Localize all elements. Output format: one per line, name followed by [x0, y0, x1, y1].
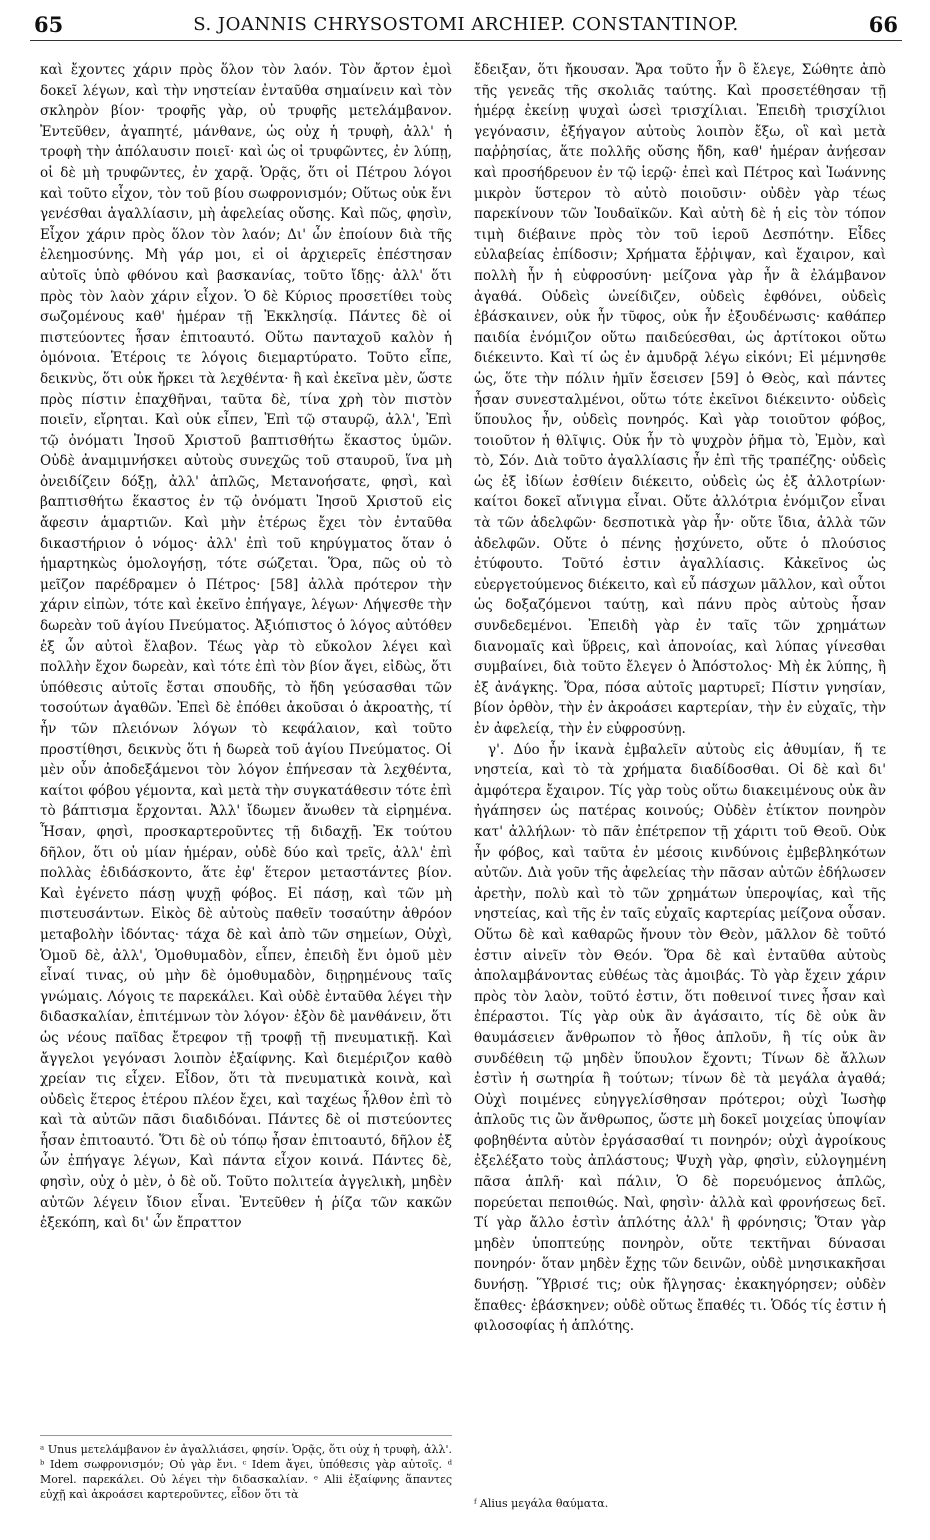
- footnotes-right: [474, 1496, 886, 1511]
- footnotes-left-text: ᵃ Unus μετελάμβανον ἐν ἀγαλλιάσει, φησίν. Ὁρᾷς, ὅτι οὐχ ἡ τρυφὴ, ἀλλ'. ᵇ Idem σωφρονισμόν; Οὐ γὰρ ἔνι. ᶜ Idem ἄγει, ὑπόθεσις γὰρ αὐτοῖς. ᵈ Morel. παρεκάλει. Οὐ λέγει τὴν διδασκαλίαν. ᵉ Alii ἐξαίφνης ἅπαντες εὐχῇ καὶ ἀκροάσει καρτεροῦντες, εἶδον ὅτι τὰ: [40, 1443, 452, 1501]
- left-column: [40, 60, 452, 1234]
- footnotes-left: [40, 1435, 452, 1502]
- left-column-text: καὶ ἔχοντες χάριν πρὸς ὅλον τὸν λαόν. Τὸν ἄρτον ἐμοὶ δοκεῖ λέγων, καὶ τὴν νηστείαν ἐνταῦθα σημαίνειν καὶ τὸν σκληρὸν βίον· τροφῆς γὰρ, οὐ τρυφῆς μετελάμβανον. Ἐντεῦθεν, ἀγαπητέ, μάνθανε, ὡς οὐχ ἡ τρυφὴ, ἀλλ' ἡ τροφὴ τὴν ἀπόλαυσιν ποιεῖ· καὶ ὡς οἱ τρυφῶντες, ἐν λύπῃ, οἱ δὲ μὴ τρυφῶντες, ἐν χαρᾷ. Ὁρᾷς, ὅτι οἱ Πέτρου λόγοι καὶ τοῦτο εἶχον, τὸν τοῦ βίου σωφρονισμόν; Οὕτως οὐκ ἔνι γενέσθαι ἀγαλλίασιν, μὴ ἀφελείας οὔσης. Καὶ πῶς, φησὶν, Εἶχον χάριν πρὸς ὅλον τὸν λαόν; Δι' ὧν ἐποίουν διὰ τῆς ἐλεημοσύνης. Μὴ γάρ μοι, εἰ οἱ ἀρχιερεῖς ἐπέστησαν αὐτοῖς ὑπὸ φθόνου καὶ βασκανίας, τοῦτο ἴδῃς· ἀλλ' ὅτι πρὸς τὸν λαὸν χάριν εἶχον. Ὁ δὲ Κύριος προσετίθει τοὺς σωζομένους καθ' ἡμέραν τῇ Ἐκκλησίᾳ. Πάντες δὲ οἱ πιστεύοντες ἦσαν ἐπιτοαυτό. Οὕτω πανταχοῦ καλὸν ἡ ὁμόνοια. Ἑτέροις τε λόγοις διεμαρτύρατο. Τοῦτο εἶπε, δεικνὺς, ὅτι οὐκ ἤρκει τὰ λεχθέντα· ἢ καὶ ἐκεῖνα μὲν, ὥστε πρὸς πίστιν ἐπαχθῆναι, ταῦτα δὲ, τίνα χρὴ τὸν πιστὸν ποιεῖν, εἴρηται. Καὶ οὐκ εἶπεν, Ἐπὶ τῷ σταυρῷ, ἀλλ', Ἐπὶ τῷ ὀνόματι Ἰησοῦ Χριστοῦ βαπτισθήτω ἕκαστος ὑμῶν. Οὐδὲ ἀναμιμνήσκει αὐτοὺς συνεχῶς τοῦ σταυροῦ, ἵνα μὴ ὀνειδίζειν δόξῃ, ἀλλ' ἁπλῶς, Μετανοήσατε, φησὶ, καὶ βαπτισθήτω ἕκαστος ἐν τῷ ὀνόματι Ἰησοῦ Χριστοῦ εἰς ἄφεσιν ἁμαρτιῶν. Καὶ μὴν ἑτέρως ἔχει τὸν ἐνταῦθα δικαστήριον ὁ νόμος· ἀλλ' ἐπὶ τοῦ κηρύγματος ὅταν ὁ ἡμαρτηκὼς ὁμολογήσῃ, τότε σώζεται. Ὅρα, πῶς οὐ τὸ μεῖζον παρέδραμεν ὁ Πέτρος· [58] ἀλλὰ πρότερον τὴν χάριν εἰπὼν, τότε καὶ ἐκεῖνο ἐπήγαγε, λέγων· Λήψεσθε τὴν δωρεὰν τοῦ ἁγίου Πνεύματος. Ἀξιόπιστος ὁ λόγος αὐτόθεν ἐξ ὧν αὐτοὶ ἔλαβον. Τέως γὰρ τὸ εὔκολον λέγει καὶ πολλὴν ἔχον δωρεὰν, καὶ τότε ἐπὶ τὸν βίον ἄγει, εἰδὼς, ὅτι ὑπόθεσις αὐτοῖς ἔσται σπουδῆς, τὸ ἤδη γεύσασθαι τῶν τοσούτων ἀγαθῶν. Ἐπεὶ δὲ ἐπόθει ἀκοῦσαι ὁ ἀκροατὴς, τί ἦν τῶν πλειόνων λόγων τὸ κεφάλαιον, καὶ τοῦτο προστίθησι, δεικνὺς ὅτι ἡ δωρεὰ τοῦ ἁγίου Πνεύματος. Οἱ μὲν οὖν ἀποδεξάμενοι τὸν λόγον ἐπήνεσαν τὰ λεχθέντα, καίτοι φόβου γέμοντα, καὶ μετὰ τὴν συγκατάθεσιν τότε ἐπὶ τὸ βάπτισμα ἔρχονται. Ἀλλ' ἴδωμεν ἄνωθεν τὰ εἰρημένα. Ἦσαν, φησὶ, προσκαρτεροῦντες τῇ διδαχῇ. Ἐκ τούτου δῆλον, ὅτι οὐ μίαν ἡμέραν, οὐδὲ δύο καὶ τρεῖς, ἀλλ' ἐπὶ πολλὰς ἐδιδάσκοντο, ἅτε ἐφ' ἕτερον μεταστάντες βίον. Καὶ ἐγένετο πάσῃ ψυχῇ φόβος. Εἰ πάσῃ, καὶ τῶν μὴ πιστευσάντων. Εἰκὸς δὲ αὐτοὺς παθεῖν τοσαύτην ἀθρόον μεταβολὴν ἰδόντας· τάχα δὲ καὶ ἀπὸ τῶν σημείων, Οὐχὶ, Ὁμοῦ δὲ, ἀλλ', Ὁμοθυμαδὸν, εἶπεν, ἐπειδὴ ἔνι ὁμοῦ μὲν εἶναί τινας, οὐ μὴν δὲ ὁμοθυμαδὸν, διῃρημένους ταῖς γνώμαις. Λόγοις τε παρεκάλει. Καὶ οὐδὲ ἐνταῦθα λέγει τὴν διδασκαλίαν, ἐπιτέμνων τὸν λόγον· ἐξὸν δὲ μανθάνειν, ὅτι ὡς νέους παῖδας ἔτρεφον τῇ τροφῇ τῇ πνευματικῇ. Καὶ ἄγγελοι γεγόνασι λοιπὸν ἐξαίφνης. Καὶ διεμέριζον καθὸ χρείαν τις εἶχεν. Εἶδον, ὅτι τὰ πνευματικὰ κοινὰ, καὶ οὐδεὶς ἕτερος ἑτέρου πλέον ἔχει, καὶ ταχέως ἦλθον ἐπὶ τὸ καὶ τὰ αὐτῶν πᾶσι διαδιδόναι. Πάντες δὲ οἱ πιστεύοντες ἦσαν ἐπιτοαυτό. Ὅτι δὲ οὐ τόπῳ ἦσαν ἐπιτοαυτό, δῆλον ἐξ ὧν ἐπήγαγε λέγων, Καὶ πάντα εἶχον κοινά. Πάντες δὲ, φησὶν, οὐχ ὁ μὲν, ὁ δὲ οὔ. Τοῦτο πολιτεία ἀγγελικὴ, μηδὲν αὐτῶν λέγειν ἴδιον εἶναι. Ἐντεῦθεν ἡ ῥίζα τῶν κακῶν ἐξεκόπη, καὶ δι' ὧν ἔπραττον: [40, 62, 452, 1232]
- running-title: S. JOANNIS CHRYSOSTOMI ARCHIEP. CONSTANTINOP.: [193, 14, 739, 35]
- right-column-text: ἔδειξαν, ὅτι ἤκουσαν. Ἄρα τοῦτο ἦν ὃ ἔλεγε, Σώθητε ἀπὸ τῆς γενεᾶς τῆς σκολιᾶς ταύτης. Καὶ προσετέθησαν τῇ ἡμέρᾳ ἐκείνῃ ψυχαὶ ὡσεὶ τρισχίλιαι. Ἐπειδὴ τρισχίλιοι γεγόνασιν, ἐξήγαγον αὐτοὺς λοιπὸν ἔξω, οἳ καὶ μετὰ παῤῥησίας, ἅτε πολλῆς οὔσης ἤδη, καθ' ἡμέραν ἀνῄεσαν καὶ προσήδρευον ἐν τῷ ἱερῷ· ἐπεὶ καὶ Πέτρος καὶ Ἰωάννης μικρὸν ὕστερον τὸ αὐτὸ ποιοῦσιν· οὐδὲν γὰρ τέως παρεκίνουν τῶν Ἰουδαϊκῶν. Καὶ αὐτὴ δὲ ἡ εἰς τὸν τόπον τιμὴ διέβαινε πρὸς τὸν τοῦ ἱεροῦ Δεσπότην. Εἶδες εὐλαβείας ἐπίδοσιν; Χρήματα ἔῤῥιψαν, καὶ ἔχαιρον, καὶ πολλὴ ἦν ἡ εὐφροσύνη· μείζονα γὰρ ἦν ἃ ἐλάμβανον ἀγαθά. Οὐδεὶς ὠνείδιζεν, οὐδεὶς ἐφθόνει, οὐδεὶς ἐβάσκαινεν, οὐκ ἦν τῦφος, οὐκ ἦν ἐξουδένωσις· καθάπερ παιδία ἐνόμιζον οὕτω παιδεύεσθαι, ὡς ἀρτίτοκοι οὕτω διέκειντο. Καὶ τί ὡς ἐν ἀμυδρᾷ λέγω εἰκόνι; Εἰ μέμνησθε ὡς, ὅτε τὴν πόλιν ἡμῖν ἔσεισεν [59] ὁ Θεὸς, καὶ πάντες ἦσαν συνεσταλμένοι, οὕτω τότε ἐκεῖνοι διέκειντο· οὐδεὶς ὕπουλος ἦν, οὐδεὶς πονηρός. Καὶ γὰρ τοιοῦτον φόβος, τοιοῦτον ἡ θλῖψις. Οὐκ ἦν τὸ ψυχρὸν ῥῆμα τὸ, Ἐμὸν, καὶ τὸ, Σόν. Διὰ τοῦτο ἀγαλλίασις ἦν ἐπὶ τῆς τραπέζης· οὐδεὶς ὡς ἐξ ἰδίων ἐσθίειν διέκειτο, οὐδεὶς ὡς ἐξ ἀλλοτρίων· καίτοι δοκεῖ αἴνιγμα εἶναι. Οὔτε ἀλλότρια ἐνόμιζον εἶναι τὰ τῶν ἀδελφῶν· δεσποτικὰ γὰρ ἦν· οὔτε ἴδια, ἀλλὰ τῶν ἀδελφῶν. Οὔτε ὁ πένης ᾐσχύνετο, οὔτε ὁ πλούσιος ἐτύφουτο. Τοῦτό ἐστιν ἀγαλλίασις. Κἀκεῖνος ὡς εὐεργετούμενος διέκειτο, καὶ εὖ πάσχων μᾶλλον, καὶ οὗτοι ὡς δοξαζόμενοι ταύτῃ, καὶ πάνυ πρὸς αὐτοὺς ἦσαν συνδεδεμένοι. Ἐπειδὴ γὰρ ἐν ταῖς τῶν χρημάτων διανομαῖς καὶ ὕβρεις, καὶ ἀπονοίας, καὶ λύπας γίνεσθαι συμβαίνει, διὰ τοῦτο ἔλεγεν ὁ Ἀπόστολος· Μὴ ἐκ λύπης, ἢ ἐξ ἀνάγκης. Ὅρα, πόσα αὐτοῖς μαρτυρεῖ; Πίστιν γνησίαν, βίον ὀρθὸν, τὴν ἐν ἀκροάσει καρτερίαν, τὴν ἐν εὐχαῖς, τὴν ἐν ἀφελείᾳ, τὴν ἐν εὐφροσύνῃ.: [474, 62, 886, 737]
- page-header: [30, 6, 902, 41]
- footnotes-right-text: ᶠ Alius μεγάλα θαύματα.: [474, 1497, 609, 1510]
- right-column-section-gamma: γ'. Δύο ἦν ἱκανὰ ἐμβαλεῖν αὐτοὺς εἰς ἀθυμίαν, ἥ τε νηστεία, καὶ τὸ τὰ χρήματα διαδίδοσθαι. Οἱ δὲ καὶ δι' ἀμφότερα ἔχαιρον. Τίς γὰρ τοὺς οὕτω διακειμένους οὐκ ἂν ἠγάπησεν ὡς πατέρας κοινούς; Οὐδὲν ἐτίκτον πονηρὸν κατ' ἀλλήλων· τὸ πᾶν ἐπέτρεπον τῇ χάριτι τοῦ Θεοῦ. Οὐκ ἦν φόβος, καὶ ταῦτα ἐν μέσοις κινδύνοις ἐμβεβληκότων αὐτῶν. Διὰ γοῦν τῆς ἀφελείας τὴν πᾶσαν αὐτῶν ἐδήλωσεν ἀρετὴν, πολὺ καὶ τὸ τῶν χρημάτων ὑπεροψίας, καὶ τῆς νηστείας, καὶ τῆς ἐν ταῖς εὐχαῖς καρτερίας μείζονα οὖσαν. Οὕτω δὲ καὶ καθαρῶς ἤνουν τὸν Θεὸν, μᾶλλον δὲ τοῦτό ἐστιν αἰνεῖν τὸν Θεόν. Ὅρα δὲ καὶ ἐνταῦθα αὐτοὺς ἀπολαμβάνοντας εὐθέως τὰς ἀμοιβάς. Τὸ γὰρ ἔχειν χάριν πρὸς τὸν λαὸν, τοῦτό ἐστιν, ὅτι ποθεινοί τινες ἦσαν καὶ ἐπέραστοι. Τίς γὰρ οὐκ ἂν ἀγάσαιτο, τίς δὲ οὐκ ἂν θαυμάσειεν ἄνθρωπον τὸ ἦθος ἁπλοῦν, ἢ τίς οὐκ ἂν συνδέθειη τῷ μηδὲν ὕπουλον ἔχοντι; Τίνων δὲ ἄλλων ἐστὶν ἡ σωτηρία ἢ τούτων; τίνων δὲ τὰ μεγάλα ἀγαθά; Οὐχὶ ποιμένες εὐηγγελίσθησαν πρότεροι; οὐχὶ Ἰωσὴφ ἁπλοῦς τις ὢν ἄνθρωπος, ὥστε μὴ δοκεῖ μοιχείας ὑποψίαν φοβηθέντα αὐτὸν ἐργάσασθαί τι πονηρόν; οὐχὶ ἀγροίκους ἐξελέξατο τοὺς ἀπλάστους; Ψυχὴ γὰρ, φησὶν, εὐλογημένη πᾶσα ἁπλῆ· καὶ πάλιν, Ὁ δὲ πορευόμενος ἁπλῶς, πορεύεται πεποιθώς. Ναὶ, φησὶν· ἀλλὰ καὶ φρονήσεως δεῖ. Τί γὰρ ἄλλο ἐστὶν ἁπλότης ἀλλ' ἢ φρόνησις; Ὅταν γὰρ μηδὲν ὑποπτεύῃς πονηρὸν, οὔτε τεκτῆναι δύνασαι πονηρόν· ὅταν μηδὲν ἔχῃς τῶν δεινῶν, οὐδὲ μνησικακῆσαι δυνήσῃ. Ὕβρισέ τις; οὐκ ἤλγησας· ἐκακηγόρησεν; οὐδὲν ἔπαθες· ἐβάσκηνεν; οὐδὲ οὕτως ἔπαθές τι. Ὁδός τίς ἐστιν ἡ φιλοσοφίας ἡ ἁπλότης.: [474, 741, 886, 1335]
- page-number-right: 66: [868, 12, 898, 37]
- right-column: [474, 60, 886, 1337]
- page-number-left: 65: [34, 12, 64, 37]
